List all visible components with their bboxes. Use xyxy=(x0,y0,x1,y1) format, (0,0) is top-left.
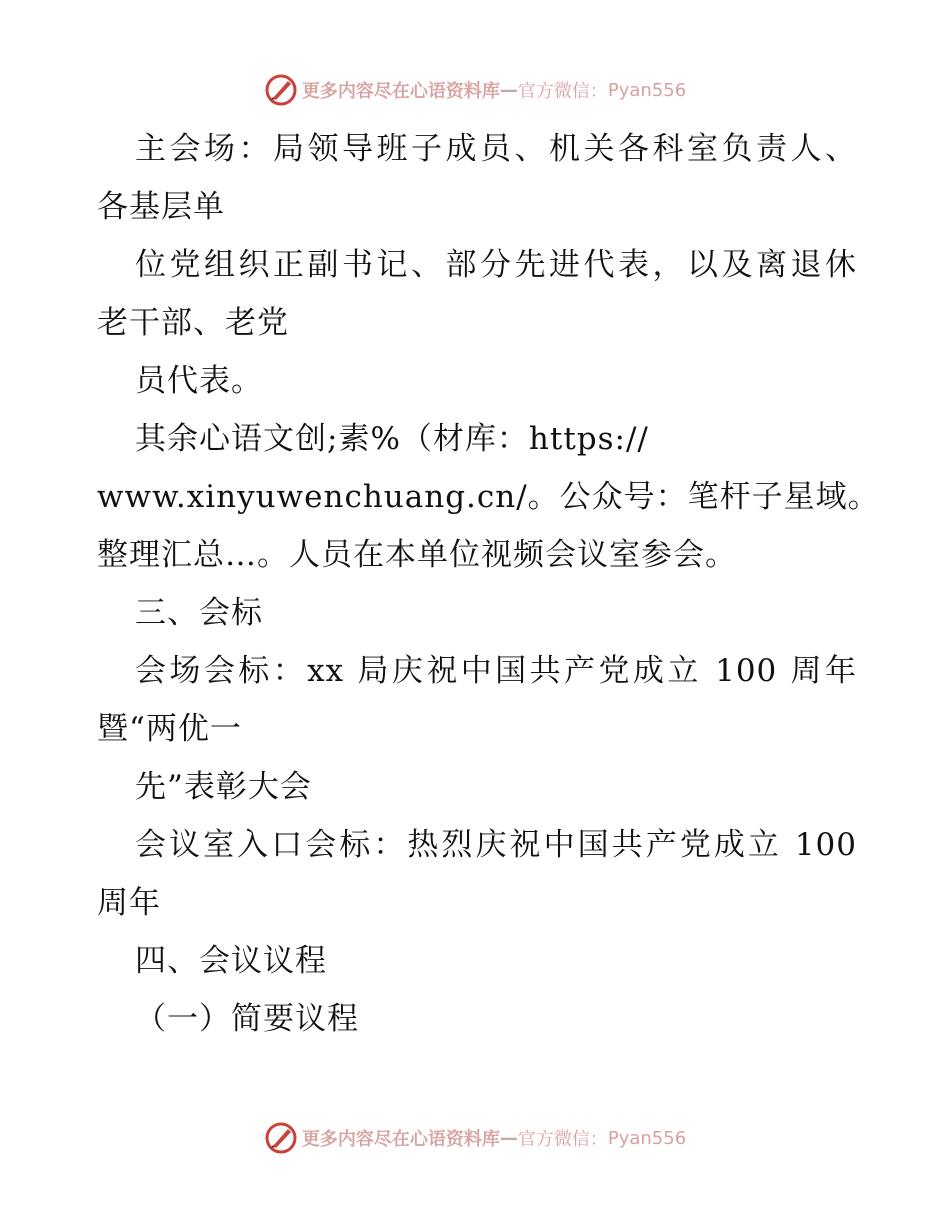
header-account: Pyan556 xyxy=(607,79,687,101)
footer-account: Pyan556 xyxy=(607,1127,687,1149)
footer-brand: 更多内容尽在心语资料库 xyxy=(301,1129,500,1150)
body-line-5: 员代表。 xyxy=(135,363,263,399)
header-banner xyxy=(0,70,950,110)
header-brand: 更多内容尽在心语资料库 xyxy=(301,81,500,102)
body-line-7: www.xinyuwenchuang.cn/。公众号：笔杆子星域。 xyxy=(97,479,880,515)
header-wechat-label: 官方微信： xyxy=(517,81,608,102)
body-line-14: 周年 xyxy=(97,885,161,921)
header-separator: — xyxy=(499,79,518,101)
body-line-1: 主会场：局领导班子成员、机关各科室负责人、 xyxy=(135,131,857,167)
body-line-12: 先”表彰大会 xyxy=(135,769,312,805)
body-line-9: 三、会标 xyxy=(135,595,263,631)
quill-seal-logo-icon xyxy=(264,73,298,107)
body-line-10: 会场会标：xx 局庆祝中国共产党成立 100 周年 xyxy=(135,653,857,689)
body-line-13: 会议室入口会标：热烈庆祝中国共产党成立 100 xyxy=(135,827,857,863)
footer-banner xyxy=(0,1118,950,1158)
footer-wechat-label: 官方微信： xyxy=(517,1129,608,1150)
body-line-11: 暨“两优一 xyxy=(97,711,242,747)
document-body xyxy=(97,120,880,1048)
body-line-6: 其余心语文创;素%（材库：https:// xyxy=(135,421,649,457)
body-line-15: 四、会议议程 xyxy=(135,943,327,979)
quill-seal-logo-icon xyxy=(264,1121,298,1155)
footer-separator: — xyxy=(499,1127,518,1149)
body-line-16: （一）简要议程 xyxy=(135,1001,359,1037)
body-line-3: 位党组织正副书记、部分先进代表，以及离退休 xyxy=(135,247,857,283)
body-line-2: 各基层单 xyxy=(97,189,225,225)
body-line-8: 整理汇总…。人员在本单位视频会议室参会。 xyxy=(97,537,737,573)
body-line-4: 老干部、老党 xyxy=(97,305,289,341)
